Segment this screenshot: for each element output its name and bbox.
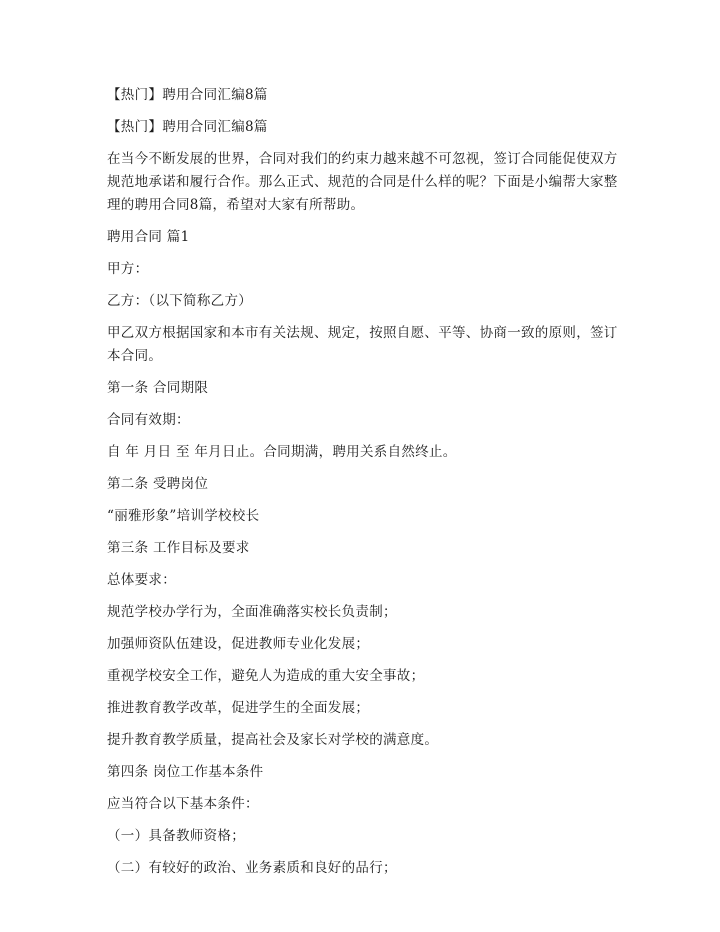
section-heading: 聘用合同 篇1 [107, 229, 190, 245]
body-line: 应当符合以下基本条件： [107, 796, 259, 812]
body-line: 自 年 月日 至 年月日止。合同期满，聘用关系自然终止。 [107, 444, 457, 460]
party-a-line: 甲方： [107, 261, 149, 277]
party-b-line: 乙方：（以下简称乙方） [107, 293, 253, 309]
body-line: 合同有效期： [107, 412, 190, 428]
document-title: 【热门】聘用合同汇编8篇 [107, 87, 268, 103]
list-item: 规范学校办学行为，全面准确落实校长负责制； [107, 604, 397, 620]
article-heading: 第一条 合同期限 [107, 380, 209, 396]
list-item: 提升教育教学质量，提高社会及家长对学校的满意度。 [107, 732, 439, 748]
list-item: 重视学校安全工作，避免人为造成的重大安全事故； [107, 668, 425, 684]
article-heading: 第二条 受聘岗位 [107, 476, 209, 492]
agreement-paragraph: 甲乙双方根据国家和本市有关法规、规定，按照自愿、平等、协商一致的原则，签订本合同。 [107, 325, 618, 364]
article-heading: 第四条 岗位工作基本条件 [107, 764, 264, 780]
list-item: 推进教育教学改革，促进学生的全面发展； [107, 700, 370, 716]
list-item: 加强师资队伍建设，促进教师专业化发展； [107, 636, 370, 652]
list-item: （二）有较好的政治、业务素质和良好的品行； [107, 860, 397, 876]
document-page [107, 84, 627, 889]
article-heading: 第三条 工作目标及要求 [107, 540, 250, 556]
list-item: （一）具备教师资格； [107, 828, 245, 844]
body-line: “丽雅形象”培训学校校长 [107, 508, 260, 524]
body-line: 总体要求： [107, 572, 176, 588]
document-subtitle: 【热门】聘用合同汇编8篇 [107, 119, 268, 135]
intro-paragraph: 在当今不断发展的世界，合同对我们的约束力越来越不可忽视，签订合同能促使双方规范地承诺和履行合作。那么正式、规范的合同是什么样的呢？下面是小编帮大家整理的聘用合同8篇，希望对大家有所帮助。 [107, 151, 618, 213]
